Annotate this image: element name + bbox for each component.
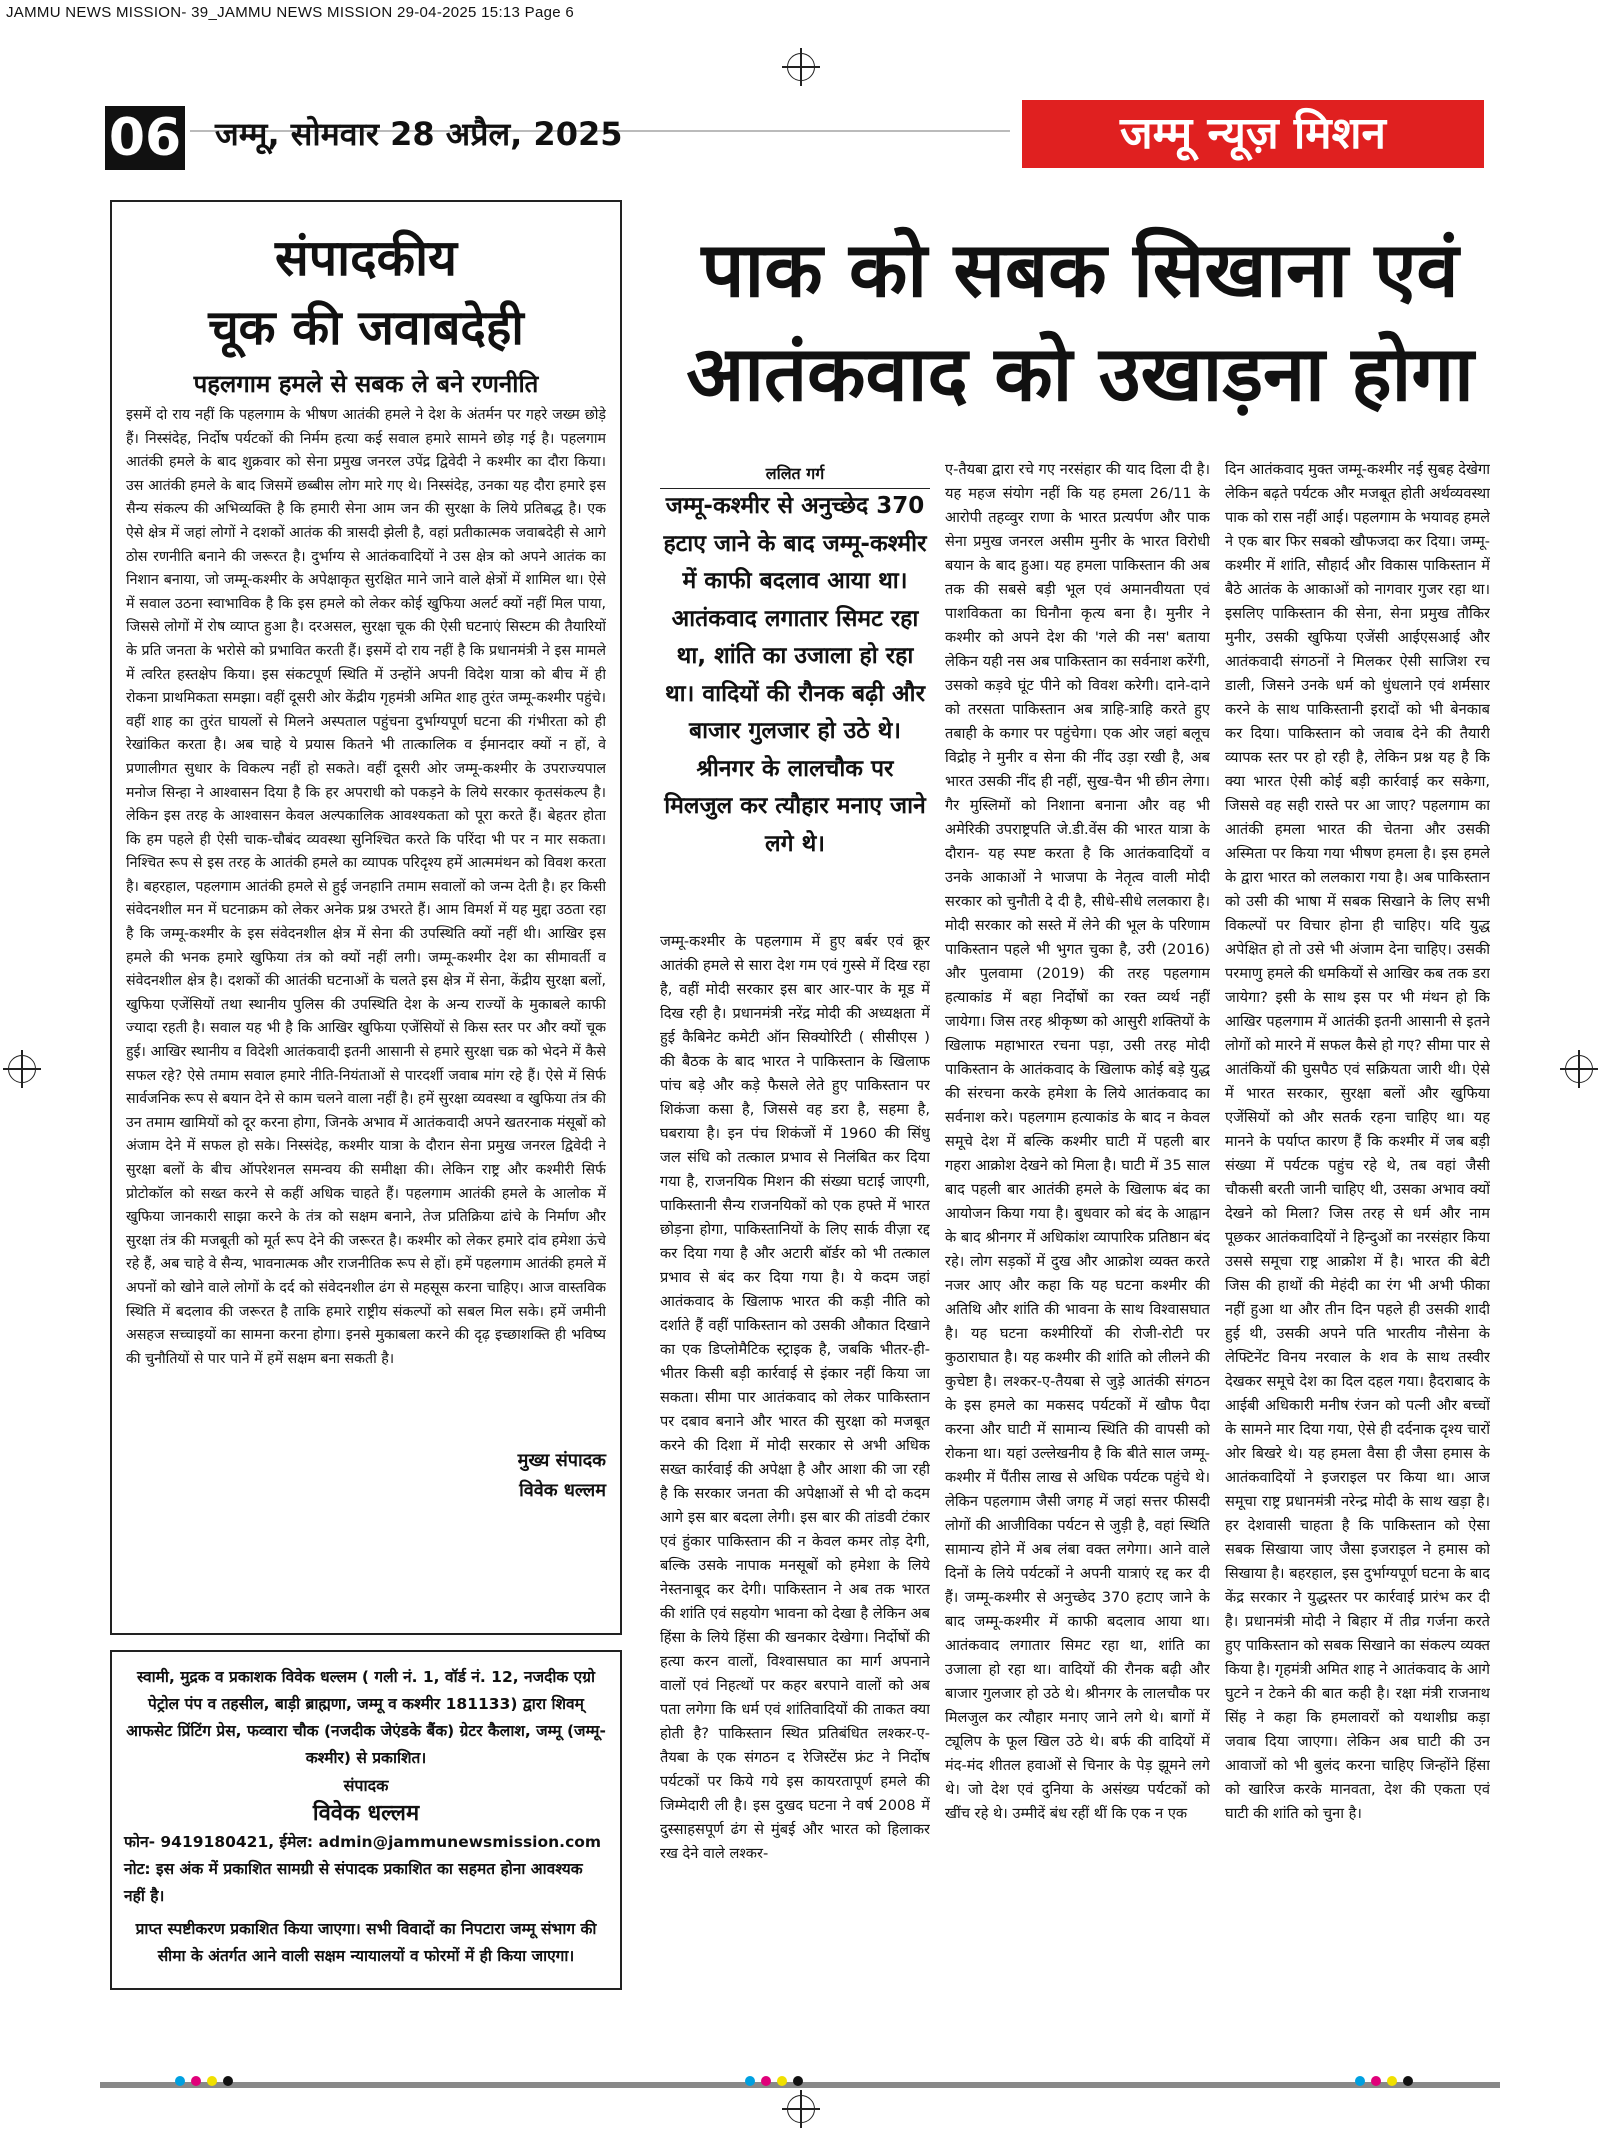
color-bar-right: [1355, 2076, 1413, 2086]
editorial-section: संपादकीय: [274, 229, 458, 287]
page-slug: JAMMU NEWS MISSION- 39_JAMMU NEWS MISSION 29-04-2025 15:13 Page 6: [6, 4, 575, 21]
editorial-sign-role: मुख्य संपादक: [517, 1450, 606, 1471]
article-column-2: ए-तैयबा द्वारा रचे गए नरसंहार की याद दिला दी है। यह महज संयोग नहीं कि यह हमला 26/11 के आरोपी तहव्वुर राणा के भारत प्रत्यर्पण और पाक सेना प्रमुख जनरल असीम मुनीर के भारत विरोधी बयान के बाद हुआ। यह हमला पाकिस्तान की अब तक की सबसे बड़ी भूल एवं अमानवीयता एवं पाशविकता का घिनौना कृत्य बना है। मुनीर ने कश्मीर को अपने देश की 'गले की नस' बताया लेकिन यही नस अब पाकिस्तान का सर्वनाश करेंगी, उसको कड़वे घूंट पीने को विवश करेगी। दाने-दाने को तरसता पाकिस्तान अब त्राहि-त्राहि करते हुए तबाही के कगार पर पहुंचेगा। एक ओर जहां बलूच विद्रोह ने मुनीर व सेना की नींद उड़ा रखी है, अब भारत उसकी नींद ही नहीं, सुख-चैन भी छीन लेगा। गैर मुस्लिमों को निशाना बनाना और वह भी अमेरिकी उपराष्ट्रपति जे.डी.वेंस की भारत यात्रा के दौरान- यह स्पष्ट करता है कि आतंकवादियों व उनके आकाओं ने भाजपा के नेतृत्व वाली मोदी सरकार को चुनौती दे दी है, सीधे-सीधे ललकारा है। मोदी सरकार को सस्ते में लेने की भूल के परिणाम पाकिस्तान पहले भी भुगत चुका है, उरी (2016) और पुलवामा (2019) की तरह पहलगाम हत्याकांड में बहा निर्दोषों का रक्त व्यर्थ नहीं जायेगा। जिस तरह श्रीकृष्ण को आसुरी शक्तियों के खिलाफ महाभारत रचना पड़ा, उसी तरह मोदी पाकिस्तान के आतंकवाद के खिलाफ कोई बड़े युद्ध की संरचना करके हमेशा के लिये आतंकवाद का सर्वनाश करे। पहलगाम हत्याकांड के बाद न केवल समूचे देश में बल्कि कश्मीर घाटी में पहली बार गहरा आक्रोश देखने को मिला है। घाटी में 35 साल बाद पहली बार आतंकी हमले के खिलाफ बंद का आयोजन किया गया है। बुधवार को बंद के आह्वान के बाद श्रीनगर में अधिकांश व्यापारिक प्रतिष्ठान बंद रहे। लोग सड़कों में दुख और आक्रोश व्यक्त करते नजर आए और कहा कि यह घटना कश्मीर की अतिथि और शांति की भावना के साथ विश्वासघात है। यह घटना कश्मीरियों की रोजी-रोटी पर कुठाराघात है। यह कश्मीर की शांति को लीलने की कुचेष्टा है। लश्कर-ए-तैयबा से जुड़े आतंकी संगठन के इस हमले का मकसद पर्यटकों में खौफ पैदा करना और घाटी में सामान्य स्थिति की वापसी को रोकना था। यहां उल्लेखनीय है कि बीते साल जम्मू-कश्मीर में पैंतीस लाख से अधिक पर्यटक पहुंचे थे। लेकिन पहलगाम जैसी जगह में जहां सत्तर फीसदी लोगों की आजीविका पर्यटन से जुड़ी है, वहां स्थिति सामान्य होने में अब लंबा वक्त लगेगा। आने वाले दिनों के लिये पर्यटकों ने अपनी यात्राएं रद्द कर दी हैं। जम्मू-कश्मीर से अनुच्छेद 370 हटाए जाने के बाद जम्मू-कश्मीर में काफी बदलाव आया था। आतंकवाद लगातार सिमट रहा था, शांति का उजाला हो रहा था। वादियों की रौनक बढ़ी और बाजार गुलजार हो उठे थे। श्रीनगर के लालचौक पर मिलजुल कर त्यौहार मनाए जाने लगे थे। बागों में ट्यूलिप के फूल खिल उठे थे। बर्फ की वादियों में मंद-मंद शीतल हवाओं से चिनार के पेड़ झूमने लगे थे। जो देश एवं दुनिया के असंख्य पर्यटकों को खींच रहे थे। उम्मीदें बंध रहीं थीं कि एक न एक: [945, 461, 1210, 1822]
article-column-1: जम्मू-कश्मीर के पहलगाम में हुए बर्बर एवं क्रूर आतंकी हमले से सारा देश गम एवं गुस्से में दिख रहा है, वहीं मोदी सरकार इस बार आर-पार के मूड में दिख रही है। प्रधानमंत्री नरेंद्र मोदी की अध्यक्षता में हुई कैबिनेट कमेटी ऑन सिक्योरिटी ( सीसीएस ) की बैठक के बाद भारत ने पाकिस्तान के खिलाफ पांच बड़े और कड़े फैसले लेते हुए पाकिस्तान पर शिकंजा कसा है, जिससे वह डरा है, सहमा है, घबराया है। इन पंच शिकंजों में 1960 की सिंधु जल संधि को तत्काल प्रभाव से निलंबित कर दिया गया है, राजनयिक मिशन की संख्या घटाई जाएगी, पाकिस्तानी सैन्य राजनयिकों को एक हफ्ते में भारत छोड़ना होगा, पाकिस्तानियों के लिए सार्क वीज़ा रद्द कर दिया गया है और अटारी बॉर्डर को भी तत्काल प्रभाव से बंद कर दिया गया है। ये कदम जहां आतंकवाद के खिलाफ भारत की कड़ी नीति को दर्शाते हैं वहीं पाकिस्तान को उसकी औकात दिखाने का एक डिप्लोमैटिक स्ट्राइक है, जबकि भीतर-ही-भीतर किसी बड़ी कार्रवाई से इंकार नहीं किया जा सकता। सीमा पार आतंकवाद को लेकर पाकिस्तान पर दबाव बनाने और भारत की सुरक्षा को मजबूत करने की दिशा में मोदी सरकार से अभी अधिक सख्त कार्रवाई की अपेक्षा है और आशा की जा रही है कि सरकार जनता की अपेक्षाओं से भी दो कदम आगे इस बार बदला लेगी। इस बार की तांडवी टंकार एवं हुंकार पाकिस्तान की न केवल कमर तोड़ देगी, बल्कि उसके नापाक मनसूबों को हमेशा के लिये नेस्तनाबूद कर देगी। पाकिस्तान ने अब तक भारत की शांति एवं सहयोग भावना को देखा है लेकिन अब हिंसा के लिये हिंसा की खनकार देखेगा। निर्दोषों की हत्या करन वालों, विश्वासघात का मार्ग अपनाने वालों एवं निहत्थों पर कहर बरपाने वालों को अब पता लगेगा कि धर्म एवं शांतिवादियों की ताकत क्या होती है? पाकिस्तान स्थित प्रतिबंधित लश्कर-ए-तैयबा के एक संगठन द रेजिस्टेंस फ्रंट ने निर्दोष पर्यटकों पर किये गये इस कायरतापूर्ण हमले की जिम्मेदारी ली है। इस दुखद घटना ने वर्ष 2008 में दुस्साहसपूर्ण ढंग से मुंबई और भारत को हिलाकर रख देने वाले लश्कर-: [660, 933, 930, 1862]
page-number: 06: [105, 106, 185, 170]
editorial-body: इसमें दो राय नहीं कि पहलगाम के भीषण आतंकी हमले ने देश के अंतर्मन पर गहरे जख्म छोड़े हैं। निस्संदेह, निर्दोष पर्यटकों की निर्मम हत्या कई सवाल हमारे सामने छोड़ गई है। पहलगाम आतंकी हमले के बाद शुक्रवार को सेना प्रमुख जनरल उपेंद्र द्विवेदी ने कश्मीर का दौरा किया। उस आतंकी हमले के बाद जिसमें छब्बीस लोग मारे गए थे। निस्संदेह, उनका यह दौरा हमारे इस सैन्य संकल्प की अभिव्यक्ति है कि हमारी सेना आम जन की सुरक्षा के लिये प्रतिबद्ध है। एक ऐसे क्षेत्र में जहां लोगों ने दशकों आतंक की त्रासदी झेली है, वहां प्रतीकात्मक जवाबदेही से आगे ठोस रणनीति बनाने की जरूरत है। दुर्भाग्य से आतंकवादियों ने उस क्षेत्र को अपने आतंक का निशान बनाया, जो जम्मू-कश्मीर के अपेक्षाकृत सुरक्षित माने जाने वाले क्षेत्रों में शामिल था। ऐसे में सवाल उठना स्वाभाविक है कि इस हमले को लेकर कोई खुफिया अलर्ट क्यों नहीं मिल पाया, जिससे लोगों में रोष व्याप्त हुआ है। दरअसल, सुरक्षा चूक की ऐसी घटनाएं सिस्टम की तैयारियों के प्रति जनता के भरोसे को प्रभावित करती हैं। इसमें दो राय नहीं है कि प्रधानमंत्री ने इस मामले में त्वरित हस्तक्षेप किया। इस संकटपूर्ण स्थिति में उन्होंने अपनी विदेश यात्रा को बीच में ही रोकना प्राथमिकता समझा। वहीं दूसरी ओर केंद्रीय गृहमंत्री अमित शाह तुरंत जम्मू-कश्मीर पहुंचे। वहीं शाह का तुरंत घायलों से मिलने अस्पताल पहुंचना दुर्भाग्यपूर्ण घटना की गंभीरता को ही रेखांकित करता है। अब चाहे ये प्रयास कितने भी तात्कालिक व ईमानदार क्यों न हों, वे प्रणालीगत सुधार के विकल्प नहीं हो सकते। वहीं दूसरी ओर जम्मू-कश्मीर के उपराज्यपाल मनोज सिन्हा ने आश्वासन दिया है कि हर अपराधी को पकड़ने के लिये सरकार कृतसंकल्प है। लेकिन इस तरह के आश्वासन केवल अल्पकालिक आवश्यकता को पूरा करते हैं। बेहतर होता कि हम पहले ही ऐसी चाक-चौबंद व्यवस्था सुनिश्चित करते कि परिंदा भी पर न मार सकता। निश्चित रूप से इस तरह के आतंकी हमले का व्यापक परिदृश्य हमें आत्ममंथन को विवश करता है। बहरहाल, पहलगाम आतंकी हमले से हुई जनहानि तमाम सवालों को जन्म देती है। हर किसी संवेदनशील मन में घटनाक्रम को लेकर अनेक प्रश्न उभरते हैं। आम विमर्श में यह मुद्दा उठता रहा है कि जम्मू-कश्मीर के इस संवेदनशील क्षेत्र में सेना की उपस्थिति क्यों नहीं थी। आखिर इस हमले की भनक हमारे खुफिया तंत्र को क्यों नहीं लगी। जम्मू-कश्मीर देश का सीमावर्ती व संवेदनशील क्षेत्र है। दशकों की आतंकी घटनाओं के चलते इस क्षेत्र में सेना, केंद्रीय सुरक्षा बलों, खुफिया एजेंसियों तथा स्थानीय पुलिस की उपस्थिति देश के अन्य राज्यों के मुकाबले काफी ज्यादा रहती है। सवाल यह भी है कि आखिर खुफिया एजेंसियों से किस स्तर पर और क्यों चूक हुई। आखिर स्थानीय व विदेशी आतंकवादी इतनी आसानी से हमारे सुरक्षा चक्र को भेदने में कैसे सफल रहे? ऐसे तमाम सवाल हमारे नीति-नियंताओं से पारदर्शी जवाब मांग रहे हैं। ऐसे में सिर्फ सार्वजनिक रूप से बयान देने से काम चलने वाला नहीं है। हमें सुरक्षा व्यवस्था व खुफिया तंत्र की उन तमाम खामियों को दूर करना होगा, जिनके अभाव में आतंकवादी अपने खतरनाक मंसूबों को अंजाम देने में सफल हो सके। निस्संदेह, कश्मीर यात्रा के दौरान सेना प्रमुख जनरल द्विवेदी ने सुरक्षा बलों के बीच ऑपरेशनल समन्वय की समीक्षा की। लेकिन राष्ट्र और कश्मीरी सिर्फ प्रोटोकॉल को सख्त करने से कहीं अधिक चाहते हैं। पहलगाम आतंकी हमले के आलोक में खुफिया जानकारी साझा करने के तंत्र को सक्षम बनाने, तेज प्रतिक्रिया ढांचे के निर्माण और सुरक्षा तंत्र की मजबूती को मूर्त रूप देने की जरूरत है। कश्मीर को लेकर हमारे दांव हमेशा ऊंचे रहे हैं, अब चाहे वे सैन्य, भावनात्मक और राजनीतिक रूप से हों। हमें पहलगाम आतंकी हमले में अपनों को खोने वाले लोगों के दर्द को संवेदनशील ढंग से महसूस करना चाहिए। आज वास्तविक स्थिति में बदलाव की जरूरत है ताकि हमारे राष्ट्रीय संकल्पों को सबल मिल सके। हमें जमीनी असहज सच्चाइयों का सामना करना होगा। इनसे मुकाबला करने की दृढ़ इच्छाशक्ति ही भविष्य की चुनौतियों से पार पाने में हमें सक्षम बना सकती है।: [126, 407, 606, 1367]
registration-mark-icon: [1565, 1055, 1593, 1083]
color-bar-left: [175, 2076, 233, 2086]
imprint-publisher: स्वामी, मुद्रक व प्रकाशक विवेक धल्लम ( गली नं. 1, वॉर्ड नं. 12, नजदीक एग्रो पेट्रोल पंप व तहसील, बाड़ी ब्राह्मणा, जम्मू व कश्मीर 181133) द्वारा शिवम् आफसेट प्रिंटिंग प्रेस, फव्वारा चौक (नजदीक जेएंडके बैंक) ग्रेटर कैलाश, जम्मू (जम्मू-कश्मीर) से प्रकाशित।: [126, 1668, 606, 1767]
masthead: जम्मू न्यूज़ मिशन: [1022, 100, 1484, 168]
article-headline: [660, 218, 1500, 426]
article-column-3: दिन आतंकवाद मुक्त जम्मू-कश्मीर नई सुबह देखेगा लेकिन बढ़ते पर्यटक और मजबूत होती अर्थव्यवस्था पाक को रास नहीं आई। पहलगाम के भयावह हमले ने एक बार फिर सबको खौफजदा कर दिया। जम्मू-कश्मीर में शांति, सौहार्द और विकास पाकिस्तान में बैठे आतंक के आकाओं को नागवार गुजर रहा था। इसलिए पाकिस्तान की सेना, सेना प्रमुख तौकिर मुनीर, उसकी खुफिया एजेंसी आईएसआई और आतंकवादी संगठनों ने मिलकर ऐसी साजिश रच डाली, जिसने उनके धर्म को धुंधलाने एवं शर्मसार करने के साथ पाकिस्तानी इरादों को भी बेनकाब कर दिया। पाकिस्तान को जवाब देने की तैयारी व्यापक स्तर पर हो रही है, लेकिन प्रश्न यह है कि क्या भारत ऐसी कोई बड़ी कार्रवाई कर सकेगा, जिससे वह सही रास्ते पर आ जाए? पहलगाम का आतंकी हमला भारत की चेतना और उसकी अस्मिता पर किया गया भीषण हमला है। इस हमले के द्वारा भारत को ललकारा गया है। अब पाकिस्तान को उसी की भाषा में सबक सिखाने के लिए सभी विकल्पों पर विचार होना ही चाहिए। यदि युद्ध अपेक्षित हो तो उसे भी अंजाम देना चाहिए। उसकी परमाणु हमले की धमकियों से आखिर कब तक डरा जायेगा? इसी के साथ इस पर भी मंथन हो कि आखिर पहलगाम में आतंकी इतनी आसानी से इतने लोगों को मारने में सफल कैसे हो गए? सीमा पार से आतंकियों की घुसपैठ एवं सक्रियता जारी थी। ऐसे में भारत सरकार, सुरक्षा बलों और खुफिया एजेंसियों को और सतर्क रहना चाहिए था। यह मानने के पर्याप्त कारण हैं कि कश्मीर में जब बड़ी संख्या में पर्यटक पहुंच रहे थे, तब वहां जैसी चौकसी बरती जानी चाहिए थी, उसका अभाव क्यों देखने को मिला? जिस तरह से धर्म और नाम पूछकर आतंकवादियों ने हिन्दुओं का नरसंहार किया उससे समूचा राष्ट्र आक्रोश में है। भारत की बेटी जिस की हाथों की मेहंदी का रंग भी अभी फीका नहीं हुआ था और तीन दिन पहले ही उसकी शादी हुई थी, उसकी अपने पति भारतीय नौसेना के लेफ्टिनेंट विनय नरवाल के शव के साथ तस्वीर देखकर समूचे देश का दिल दहल गया। हैदराबाद के आईबी अधिकारी मनीष रंजन को पत्नी और बच्चों के सामने मार दिया गया, ऐसे ही दर्दनाक दृश्य चारों ओर बिखरे थे। यह हमला वैसा ही जैसा हमास के आतंकवादियों ने इजराइल पर किया था। आज समूचा राष्ट्र प्रधानमंत्री नरेन्द्र मोदी के साथ खड़ा है। हर देशवासी चाहता है कि पाकिस्तान को ऐसा सबक सिखाया जाए जैसा इजराइल ने हमास को सिखाया है। बहरहाल, इस दुर्भाग्यपूर्ण घटना के बाद केंद्र सरकार ने युद्धस्तर पर कार्रवाई प्रारंभ कर दी है। प्रधानमंत्री मोदी ने बिहार में तीव्र गर्जना करते हुए पाकिस्तान को सबक सिखाने का संकल्प व्यक्त किया है। गृहमंत्री अमित शाह ने आतंकवाद के आगे घुटने न टेकने की बात कही है। रक्षा मंत्री राजनाथ सिंह ने कहा कि हमलावरों को यथाशीघ्र कड़ा जवाब दिया जाएगा। लेकिन अब घाटी की उन आवाजों को भी बुलंद करना चाहिए जिन्होंने हिंसा को खारिज करके मानवता, देश की एकता एवं घाटी की शांति को चुना है।: [1225, 461, 1490, 1822]
headline-line-2: आतंकवाद को उखाड़ना होगा: [686, 329, 1474, 418]
editorial-title: चूक की जवाबदेही: [208, 300, 524, 356]
imprint-contact: फोन- 9419180421, ईमेल: admin@jammunewsmission.com: [124, 1833, 602, 1851]
registration-mark-icon: [787, 2095, 815, 2123]
imprint-disclaimer: प्राप्त स्पष्टीकरण प्रकाशित किया जाएगा। सभी विवादों का निपटारा जम्मू संभाग की सीमा के अंतर्गत आने वाली सक्षम न्यायालयों व फोरमों में ही किया जाएगा।: [135, 1920, 597, 1965]
imprint-editor-label: संपादक: [343, 1776, 389, 1795]
editorial-sign-name: विवेक धल्लम: [519, 1480, 606, 1501]
imprint-note: नोट: इस अंक में प्रकाशित सामग्री से संपादक प्रकाशित का सहमत होना आवश्यक नहीं है।: [124, 1860, 583, 1905]
color-bar-center: [745, 2076, 803, 2086]
imprint-box: [110, 1650, 622, 1990]
dateline: जम्मू, सोमवार 28 अप्रैल, 2025: [215, 115, 623, 153]
pull-quote: जम्मू-कश्मीर से अनुच्छेद 370 हटाए जाने के बाद जम्मू-कश्मीर में काफी बदलाव आया था। आतंकवाद लगातार सिमट रहा था, शांति का उजाला हो रहा था। वादियों की रौनक बढ़ी और बाजार गुलजार हो उठे थे। श्रीनगर के लालचौक पर मिलजुल कर त्यौहार मनाए जाने लगे थे।: [663, 493, 927, 857]
imprint-editor-name: विवेक धल्लम: [312, 1801, 420, 1826]
registration-mark-icon: [8, 1055, 36, 1083]
headline-line-1: पाक को सबक सिखाना एवं: [701, 225, 1459, 314]
article-byline: ललित गर्ग: [660, 458, 930, 489]
editorial-box: [110, 200, 622, 1635]
registration-mark-icon: [787, 53, 815, 81]
editorial-tagline: पहलगाम हमले से सबक ले बने रणनीति: [193, 370, 539, 398]
